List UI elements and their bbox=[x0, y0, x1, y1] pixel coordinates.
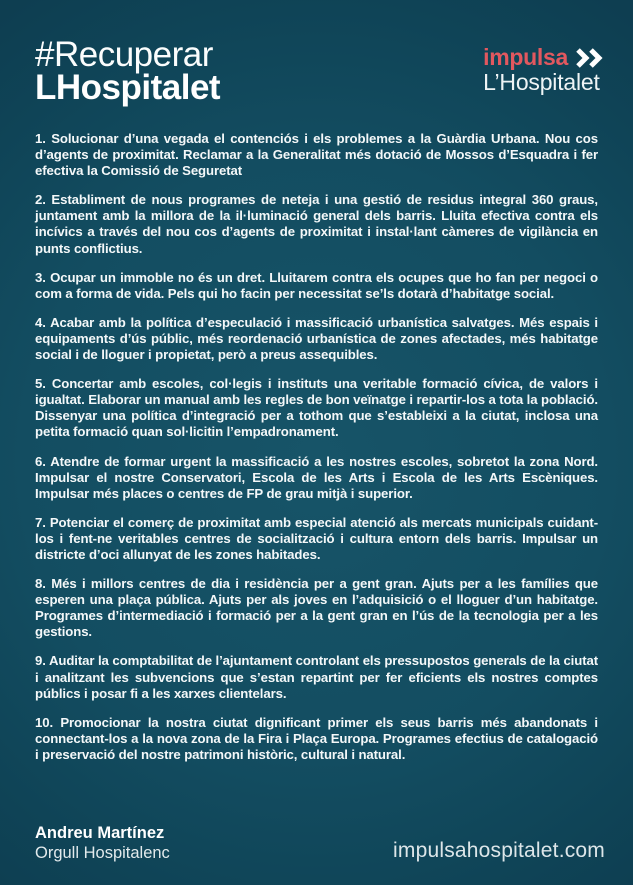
item-number: 8. bbox=[35, 576, 46, 592]
title-line-2: LHospitalet bbox=[35, 68, 221, 107]
footer bbox=[35, 823, 605, 863]
logo-brand-text: impulsa bbox=[483, 44, 568, 70]
item-number: 9. bbox=[35, 653, 46, 669]
manifesto-item bbox=[35, 576, 598, 640]
manifesto-item bbox=[35, 653, 598, 701]
campaign-title bbox=[35, 35, 221, 107]
double-chevron-right-icon bbox=[575, 48, 605, 68]
item-text: Més i millors centres de dia i residència per a gent gran. Ajuts per a les famílies que esperen una plaça pública. Ajuts per als joves en l’adquisició o el lloguer d’un habitatge. Programes d’intermediació i formació per a la gent gran en l’ús de la tecnologia per a les gestions. bbox=[35, 576, 598, 640]
item-text: Ocupar un immoble no és un dret. Lluitarem contra els ocupes que ho fan per negoci o com a forma de vida. Pels qui ho facin per necessitat se’ls dotarà d’habitatge social. bbox=[35, 269, 598, 301]
item-text: Promocionar la nostra ciutat dignificant primer els seus barris més abandonats i connectant-los a la nova zona de la Fira i Plaça Europa. Programes efectius de catalogació i preservació del nostre patrimoni històric, cultural i natural. bbox=[35, 714, 598, 762]
item-number: 7. bbox=[35, 514, 46, 530]
manifesto-item bbox=[35, 376, 598, 440]
manifesto-item bbox=[35, 454, 598, 502]
header bbox=[0, 0, 633, 107]
title-line-1: #Recuperar bbox=[35, 35, 213, 74]
item-text: Auditar la comptabilitat de l’ajuntament controlant els pressupostos generals de la ciutat i analitzant les subvencions que s’estan repartint per fer eficients els nostres comptes públics i posar fi a les xarxes clientelars. bbox=[35, 653, 599, 701]
logo-top-row bbox=[483, 44, 605, 71]
manifesto-list bbox=[0, 104, 633, 763]
item-text: Acabar amb la política d’especulació i massificació urbanística salvatges. Més espais i equipaments d’ús públic, més reordenació urbanística de zones afectades, més habitatge social i de lloguer i propietat, però a preus assequibles. bbox=[35, 314, 598, 363]
item-number: 10. bbox=[35, 714, 54, 730]
item-number: 4. bbox=[35, 314, 46, 330]
footer-left bbox=[35, 823, 170, 863]
item-text: Atendre de formar urgent la massificació a les nostres escoles, sobretot la zona Nord. Impulsar el nostre Conservatori, Escola de les Arts i Escola de les Arts Escèniques. Impulsar més places o centres de FP de grau mitjà i superior. bbox=[35, 453, 598, 501]
item-number: 5. bbox=[35, 376, 46, 392]
manifesto-item bbox=[35, 270, 598, 302]
author-tagline: Orgull Hospitalenc bbox=[35, 844, 170, 862]
item-text: Potenciar el comerç de proximitat amb especial atenció als mercats municipals cuidant-los i fent-ne veritables centres de socialització i cultura entorn dels barris. Impulsar un districte d’oci allunyat de les zones habitades. bbox=[35, 514, 598, 562]
item-text: Concertar amb escoles, col·legis i instituts una veritable formació cívica, de valors i igualtat. Elaborar un manual amb les regles de bon veïnatge i repartir-los a tota la població. Dissenyar una política d’integració per a tothom que s’estableixi a la ciutat, inclosa una petita formació quan sol·licitin l’empadronament. bbox=[35, 376, 598, 440]
item-text: Establiment de nous programes de neteja i una gestió de residus integral 360 graus, juntament amb la millora de la il·luminació general dels barris. Lluita efectiva contra els incívics a través del nou cos d’agents de proximitat i instal·lant càmeres de vigilància en punts conflictius. bbox=[35, 192, 598, 256]
item-number: 1. bbox=[35, 131, 46, 146]
manifesto-item bbox=[35, 315, 598, 363]
item-number: 2. bbox=[35, 192, 46, 208]
item-number: 3. bbox=[35, 269, 46, 285]
manifesto-item bbox=[35, 131, 598, 179]
item-text: Solucionar d’una vegada el contenciós i els problemes a la Guàrdia Urbana. Nou cos d’agents de proximitat. Reclamar a la Generalitat més dotació de Mossos d’Esquadra i fer efectiva la Comissió de Seguretat bbox=[35, 131, 598, 179]
author-name: Andreu Martínez bbox=[35, 824, 165, 842]
manifesto-item bbox=[35, 192, 598, 256]
website-url: impulsahospitalet.com bbox=[393, 839, 605, 862]
manifesto-item bbox=[35, 715, 598, 763]
impulsa-logo bbox=[483, 38, 605, 96]
logo-city-text: L’Hospitalet bbox=[483, 69, 600, 95]
item-number: 6. bbox=[35, 453, 46, 469]
manifesto-item bbox=[35, 515, 598, 563]
